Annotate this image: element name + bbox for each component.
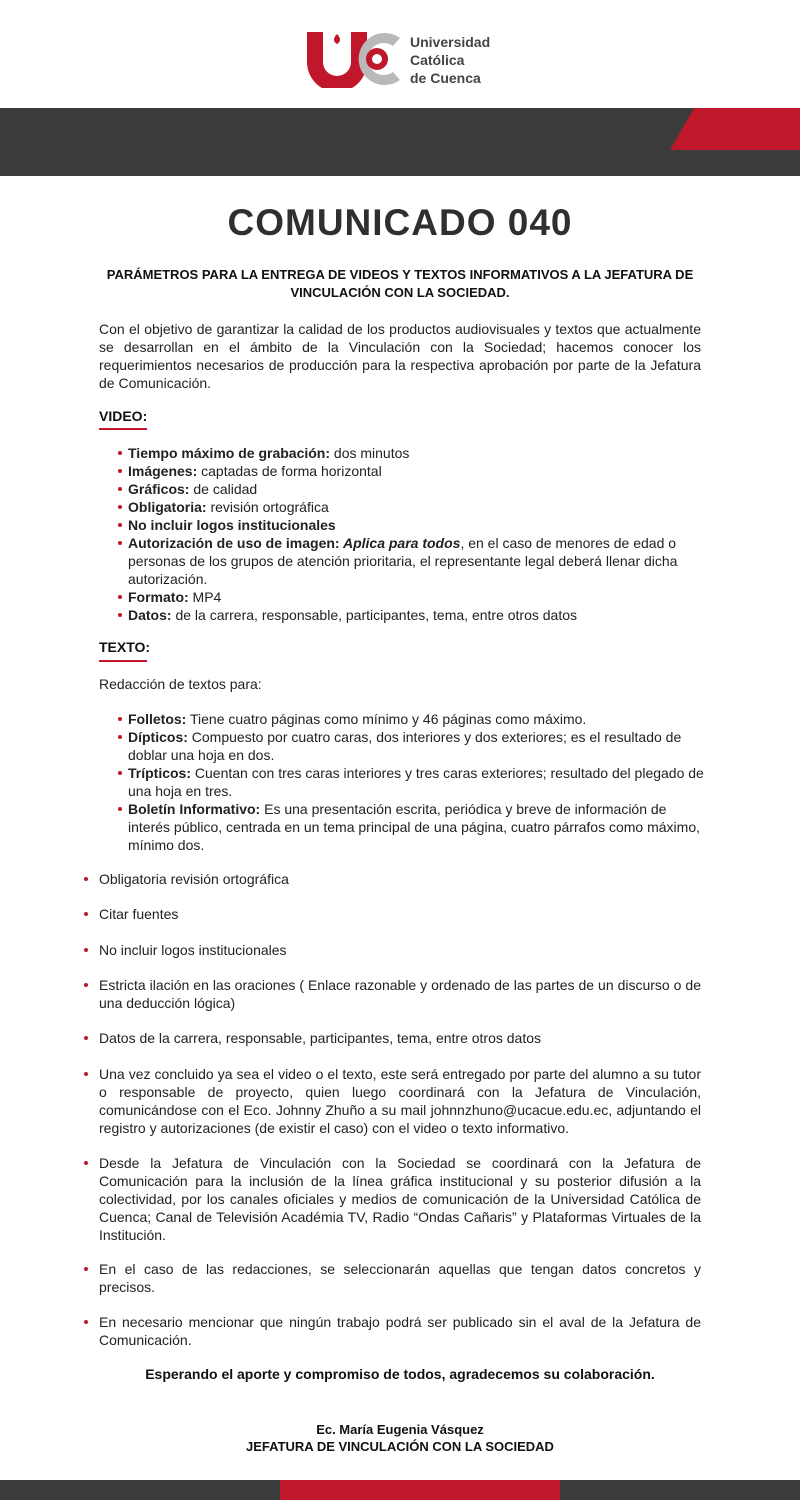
bullet-icon <box>84 1072 88 1076</box>
item-text: En necesario mencionar que ningún trabajo podrá ser publicado sin el aval de la Jefatura de Comunicación. <box>99 1314 701 1348</box>
closing-statement: Esperando el aporte y compromiso de todos, agradecemos su colaboración. <box>145 1366 655 1382</box>
item-text: No incluir logos institucionales <box>99 942 287 958</box>
signature-office: JEFATURA DE VINCULACIÓN CON LA SOCIEDAD <box>246 1439 554 1454</box>
video-requirements-list <box>128 444 708 624</box>
item-text: , en el caso de menores de edad o personas de los grupos de atención prioritaria, el representante legal deberá llenar dicha autorización. <box>128 535 678 587</box>
bullet-icon <box>84 948 88 952</box>
item-text: dos minutos <box>330 445 410 461</box>
general-item <box>99 1313 701 1349</box>
item-label: Gráficos: <box>128 481 190 497</box>
university-logo-icon <box>305 30 405 88</box>
list-item <box>128 800 708 854</box>
list-item <box>128 764 708 800</box>
item-label: Datos: <box>128 607 172 623</box>
header-banner <box>0 108 800 176</box>
general-item <box>99 905 701 923</box>
item-text: Una vez concluido ya sea el video o el texto, este será entregado por parte del alumno a su tutor o responsable de proyecto, quien luego coordinará con la Jefatura de Vinculación, comunicándose con el Eco. Johnny Zhuño a su mail johnnzhuno@ucacue.edu.ec, adjuntando el registro y autorizaciones (de existir el caso) con el video o texto informativo. <box>99 1066 701 1136</box>
list-item <box>128 462 708 480</box>
item-text: MP4 <box>188 589 222 605</box>
bullet-icon <box>84 1320 88 1324</box>
item-text: Obligatoria revisión ortográfica <box>99 871 289 887</box>
item-label: Formato: <box>128 589 189 605</box>
item-text: Cuentan con tres caras interiores y tres caras exteriores; resultado del plegado de una hoja en tres. <box>128 765 704 799</box>
page-subtitle: PARÁMETROS PARA LA ENTREGA DE VIDEOS Y TEXTOS INFORMATIVOS A LA JEFATURA DE VINCULACIÓN CON LA SOCIEDAD. <box>106 267 694 300</box>
logo-line: de Cuenca <box>410 70 481 86</box>
bullet-icon <box>84 877 88 881</box>
item-emphasis: Aplica para todos <box>339 535 461 551</box>
general-item <box>99 976 701 1012</box>
item-text: En el caso de las redacciones, se seleccionarán aquellas que tengan datos concretos y precisos. <box>99 1261 701 1295</box>
list-item <box>128 444 708 462</box>
item-label: Autorización de uso de imagen: <box>128 535 340 551</box>
item-text: Desde la Jefatura de Vinculación con la Sociedad se coordinará con la Jefatura de Comunicación para la inclusión de la línea gráfica institucional y su posterior difusión a la colectividad, por los canales oficiales y medios de comunicación de la Universidad Católica de Cuenca; Canal de Televisión Académia TV, Radio “Ondas Cañaris” y Plataformas Virtuales de la Institución. <box>99 1155 701 1243</box>
signature-name: Ec. María Eugenia Vásquez <box>316 1422 484 1437</box>
item-label: Dípticos: <box>128 729 188 745</box>
item-label: Boletín Informativo: <box>128 801 261 817</box>
texto-heading-underline <box>99 660 147 662</box>
texto-intro: Redacción de textos para: <box>99 676 262 692</box>
bullet-icon <box>84 1036 88 1040</box>
footer-accent <box>280 1480 560 1500</box>
item-text: de la carrera, responsable, participantes, tema, entre otros datos <box>171 607 578 623</box>
intro-paragraph: Con el objetivo de garantizar la calidad de los productos audiovisuales y textos que actualmente se desarrollan en el ámbito de la Vinculación con la Sociedad; hacemos conocer los requerimientos necesarios de producción para la respectiva aprobación por parte de la Jefatura de Comunicación. <box>99 321 701 391</box>
list-item <box>128 606 708 624</box>
general-item <box>99 1065 701 1137</box>
header-banner-accent <box>670 108 800 150</box>
general-item <box>99 1154 701 1244</box>
bullet-icon <box>84 912 88 916</box>
general-item <box>99 941 701 959</box>
item-text: Citar fuentes <box>99 906 179 922</box>
list-item <box>128 480 708 498</box>
video-heading-underline <box>99 428 147 430</box>
general-item <box>99 1260 701 1296</box>
bullet-icon <box>84 983 88 987</box>
university-logo <box>305 30 505 90</box>
texto-heading: TEXTO: <box>99 639 151 655</box>
item-label: No incluir logos institucionales <box>128 517 336 533</box>
item-text: Datos de la carrera, responsable, participantes, tema, entre otros datos <box>99 1030 542 1046</box>
signature-block <box>0 1421 800 1455</box>
general-item <box>99 870 701 888</box>
item-label: Imágenes: <box>128 463 198 479</box>
item-label: Tiempo máximo de grabación: <box>128 445 331 461</box>
item-label: Folletos: <box>128 711 187 727</box>
item-text: Tiene cuatro páginas como mínimo y 46 páginas como máximo. <box>186 711 587 727</box>
logo-wordmark <box>410 33 490 87</box>
item-label: Obligatoria: <box>128 499 207 515</box>
item-label: Trípticos: <box>128 765 192 781</box>
video-heading: VIDEO: <box>99 408 148 424</box>
bullet-icon <box>84 1267 88 1271</box>
footer-bar <box>0 1480 800 1500</box>
texto-types-list <box>128 710 708 854</box>
item-text: Estricta ilación en las oraciones ( Enlace razonable y ordenado de las partes de un discurso o de una deducción lógica) <box>99 977 701 1011</box>
bullet-icon <box>84 1161 88 1165</box>
page-title: COMUNICADO 040 <box>227 202 573 243</box>
item-text: revisión ortográfica <box>206 499 329 515</box>
list-item <box>128 498 708 516</box>
general-item <box>99 1029 701 1047</box>
item-text: Compuesto por cuatro caras, dos interiores y dos exteriores; es el resultado de doblar una hoja en dos. <box>128 729 682 763</box>
item-text: Es una presentación escrita, periódica y breve de información de interés público, centrada en un tema principal de una página, cuatro párrafos como máximo, mínimo dos. <box>128 801 700 853</box>
item-text: captadas de forma horizontal <box>197 463 382 479</box>
list-item <box>128 516 708 534</box>
logo-line: Universidad <box>410 34 491 50</box>
list-item <box>128 588 708 606</box>
list-item <box>128 710 708 728</box>
item-text: de calidad <box>189 481 258 497</box>
logo-line: Católica <box>410 52 465 68</box>
list-item <box>128 728 708 764</box>
list-item <box>128 534 708 588</box>
